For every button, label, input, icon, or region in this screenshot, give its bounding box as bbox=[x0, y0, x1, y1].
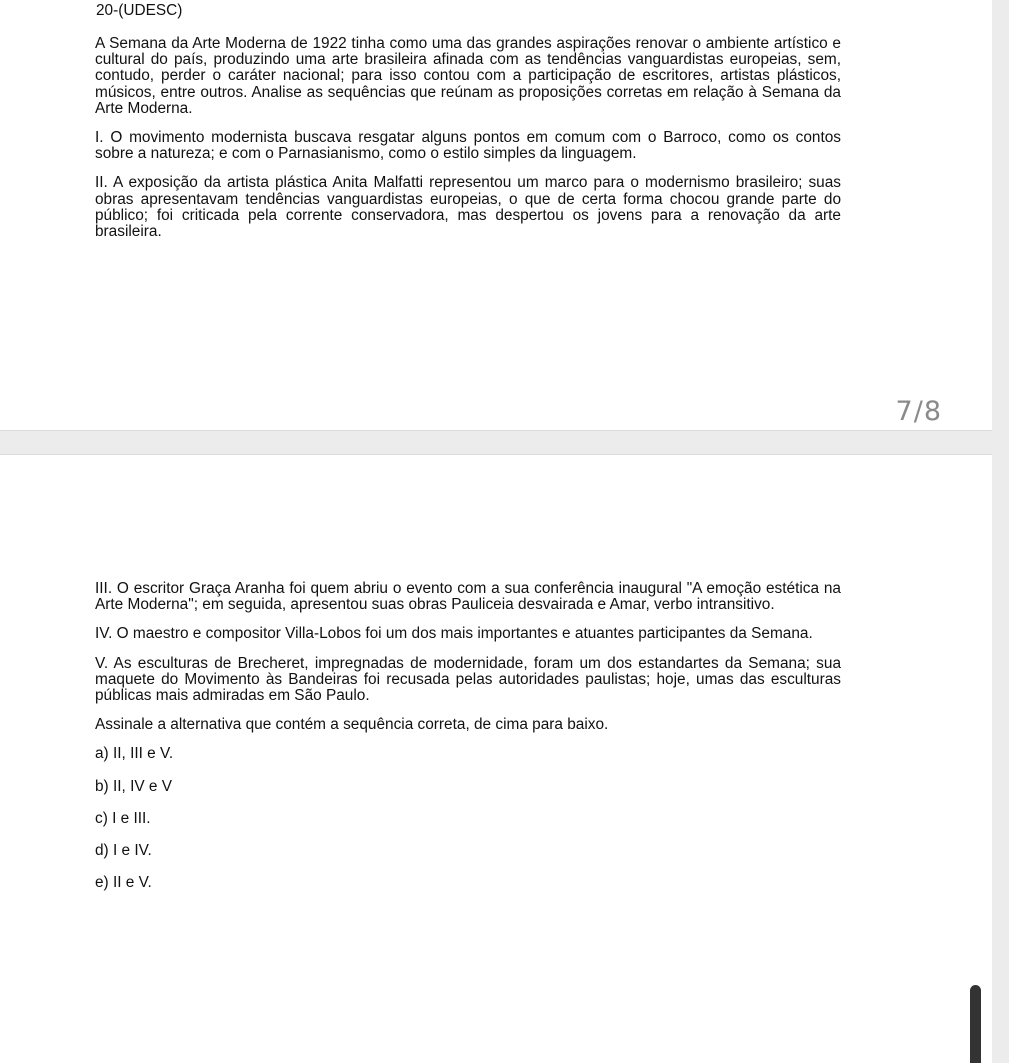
option-b: b) II, IV e V bbox=[95, 777, 172, 795]
scrollbar-thumb[interactable] bbox=[970, 985, 981, 1063]
page-8 bbox=[0, 454, 992, 1063]
option-e: e) II e V. bbox=[95, 874, 152, 892]
statement-5: V. As esculturas de Brecheret, impregnadas de modernidade, foram um dos estandartes da Semana; sua maquete do Movimento às Bandeiras foi recusada pelas autoridades paulistas; hoje, umas das esculturas públicas mais admiradas em São Paulo. bbox=[95, 654, 841, 705]
option-d: d) I e IV. bbox=[95, 842, 152, 860]
statement-1: I. O movimento modernista buscava resgatar alguns pontos em comum com o Barroco, como os contos sobre a natureza; e com o Parnasianismo, como o estilo simples da linguagem. bbox=[95, 129, 841, 163]
option-c: c) I e III. bbox=[95, 809, 151, 827]
question-intro: A Semana da Arte Moderna de 1922 tinha como uma das grandes aspirações renovar o ambiente artístico e cultural do país, produzindo uma arte brasileira afinada com as tendências vanguardistas europeias, sem, contudo, perder o caráter nacional; para isso contou com a participação de escritores, artistas plásticos, músicos, entre outros. Analise as sequências que reúnam as proposições corretas em relação à Semana da Arte Moderna. bbox=[95, 35, 841, 117]
instruction-text: Assinale a alternativa que contém a sequência correta, de cima para baixo. bbox=[95, 716, 609, 734]
viewer-gutter bbox=[992, 0, 1009, 1063]
page-7-content bbox=[95, 36, 841, 253]
statement-3: III. O escritor Graça Aranha foi quem abriu o evento com a sua conferência inaugural "A emoção estética na Arte Moderna"; em seguida, apresentou suas obras Pauliceia desvairada e Amar, verbo intransitivo. bbox=[95, 580, 841, 614]
page-indicator: 7/8 bbox=[895, 396, 942, 427]
question-heading: 20-(UDESC) bbox=[96, 2, 183, 19]
statement-2: II. A exposição da artista plástica Anita Malfatti representou um marco para o modernismo brasileiro; suas obras apresentavam tendências vanguardistas europeias, o que de certa forma chocou grande parte do público; foi criticada pela corrente conservadora, mas despertou os jovens para a renovação da arte brasileira. bbox=[95, 174, 841, 241]
page-8-content bbox=[95, 581, 841, 907]
page-7 bbox=[0, 0, 992, 431]
statement-4: IV. O maestro e compositor Villa-Lobos foi um dos mais importantes e atuantes participantes da Semana. bbox=[95, 625, 813, 643]
option-a: a) II, III e V. bbox=[95, 745, 174, 763]
